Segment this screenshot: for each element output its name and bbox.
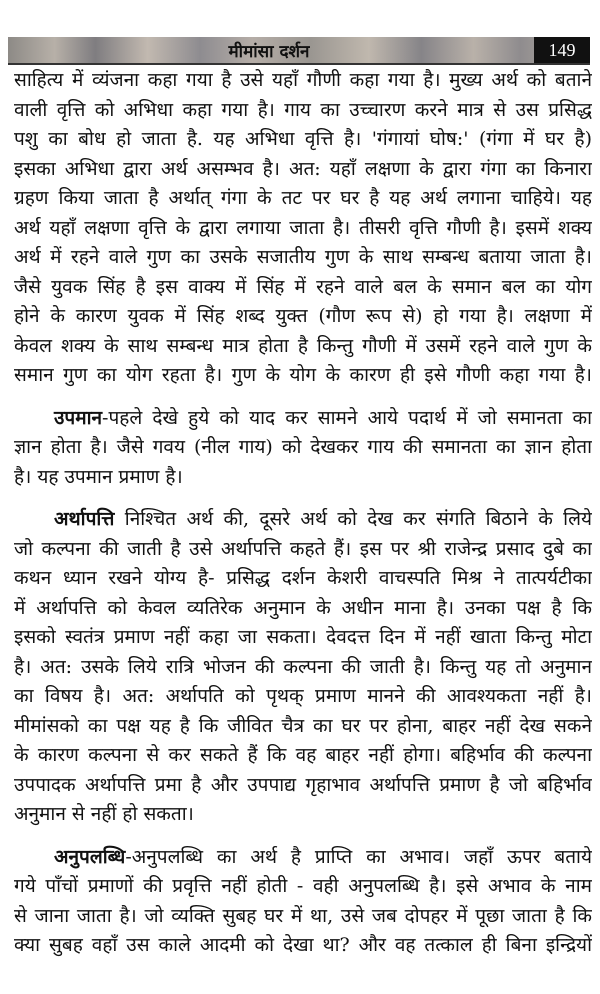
text-line	[14, 741, 592, 771]
body-text	[14, 66, 592, 961]
paragraph	[14, 505, 592, 830]
text-line-content: इसको स्वतंत्र प्रमाण नहीं कहा जा सकता। देवदत्त दिन में नहीं खाता किन्तु मोटा	[14, 626, 592, 648]
text-line-content: गये पाँचों प्रमाणों की प्रवृत्ति नहीं होती - वही अनुपलब्धि है। इसे अभाव के नाम	[14, 875, 592, 897]
text-line-content: है। यह उपमान प्रमाण है।	[14, 465, 183, 488]
text-line	[14, 302, 592, 332]
text-line-content: उपपादक अर्थापत्ति प्रमा है और उपपाद्य गृहाभाव अर्थापत्ति प्रमाण है जो बहिर्भाव	[14, 773, 592, 796]
text-line-content: पशु का बोध हो जाता है. यह अभिधा वृत्ति है। 'गंगायां घोष:' (गंगा में घर है)	[14, 128, 592, 150]
text-line	[14, 273, 592, 303]
text-line	[14, 872, 592, 902]
text-line-content: अर्थ में रहने वाले गुण का उसके सजातीय गुण के साथ सम्बन्ध बताया जाता है।	[14, 246, 592, 268]
text-line-content: -अनुपलब्धि का अर्थ है प्राप्ति का अभाव। जहाँ ऊपर बताये	[125, 845, 592, 868]
text-line-content: साहित्य में व्यंजना कहा गया है उसे यहाँ गौणी कहा गया है। मुख्य अर्थ को बताने	[14, 69, 592, 91]
text-line	[14, 931, 592, 961]
text-line	[14, 771, 592, 801]
text-line	[14, 623, 592, 653]
text-line-content: का विषय है। अत: अर्थापति को पृथक् प्रमाण मानने की आवश्यकता नहीं है।	[14, 685, 592, 707]
text-line-content: जैसे युवक सिंह है इस वाक्य में सिंह में रहने वाले बल के समान बल का योग	[14, 275, 592, 298]
text-line	[14, 66, 592, 96]
text-line	[14, 214, 592, 244]
text-line-content: -पहले देखे हुये को याद कर सामने आये पदार्थ में जो समानता का	[102, 406, 592, 429]
text-line-content: निश्चित अर्थ की, दूसरे अर्थ को देख कर संगति बिठाने के लिये	[114, 508, 592, 530]
text-line	[14, 404, 592, 434]
text-line	[14, 505, 592, 535]
text-line	[14, 843, 592, 873]
text-line-content: समान गुण का योग रहता है। गुण के योग के कारण ही इसे गौणी कहा गया है।	[14, 364, 592, 386]
text-line	[14, 155, 592, 185]
text-line-content: ग्रहण किया जाता है अर्थात् गंगा के तट पर घर है यह अर्थ लगाना चाहिये। यह	[14, 187, 592, 209]
paragraph	[14, 843, 592, 961]
text-line-content: के कारण कल्पना से कर सकते हैं कि वह बाहर नहीं होगा। बहिर्भाव की कल्पना	[14, 744, 592, 766]
text-line-content: अर्थ यहाँ लक्षणा वृत्ति के द्वारा लगाया जाता है। तीसरी वृत्ति गौणी है। इसमें शक्य	[14, 216, 592, 239]
text-line	[14, 902, 592, 932]
text-line-content: होने के कारण युवक में सिंह शब्द युक्त (गौण रूप से) हो गया है। लक्षणा में	[14, 305, 592, 327]
text-line	[14, 433, 592, 463]
text-line	[14, 594, 592, 624]
text-line-content: केवल शक्य के साथ सम्बन्ध मात्र होता है किन्तु गौणी में उसमें रहने वाले गुण के	[14, 334, 592, 357]
text-line-content: क्या सुबह वहाँ उस काले आदमी को देखा था? और वह तत्काल ही बिना इन्द्रियों	[14, 934, 592, 956]
text-line-content: ज्ञान होता है। जैसे गवय (नील गाय) को देखकर गाय की समानता का ज्ञान होता	[14, 436, 592, 458]
header-title: मीमांसा दर्शन	[228, 42, 310, 62]
text-line	[14, 463, 592, 493]
text-line	[14, 800, 592, 830]
text-line	[14, 125, 592, 155]
page-number: 149	[534, 37, 590, 63]
text-line	[14, 332, 592, 362]
text-line-content: में अर्थापत्ति को केवल व्यतिरेक अनुमान के अधीन माना है। उनका पक्ष है कि	[14, 596, 592, 619]
paragraph-lead-term: अनुपलब्धि	[54, 845, 126, 868]
text-line	[14, 184, 592, 214]
text-line-content: कथन ध्यान रखने योग्य है- प्रसिद्ध दर्शन केशरी वाचस्पति मिश्र ने तात्पर्यटीका	[14, 567, 592, 589]
text-line-content: मीमांसको का पक्ष यह है कि जीवित चैत्र का घर पर होना, बाहर नहीं देख सकने	[14, 714, 592, 737]
text-line	[14, 653, 592, 683]
running-header	[8, 37, 590, 65]
paragraph	[14, 66, 592, 391]
paragraph-lead-term: अर्थापत्ति	[54, 508, 115, 530]
text-line	[14, 243, 592, 273]
text-line	[14, 535, 592, 565]
text-line-content: वाली वृत्ति को अभिधा कहा गया है। गाय का उच्चारण करने मात्र से उस प्रसिद्ध	[14, 98, 592, 121]
paragraph-lead-term: उपमान	[54, 406, 103, 429]
text-line	[14, 682, 592, 712]
text-line	[14, 712, 592, 742]
text-line-content: से जाना जाता है। जो व्यक्ति सुबह घर में था, उसे जब दोपहर में पूछा जाता है कि	[14, 904, 592, 927]
text-line	[14, 361, 592, 391]
paragraph	[14, 404, 592, 493]
text-line	[14, 564, 592, 594]
text-line-content: इसका अभिधा द्वारा अर्थ असम्भव है। अत: यहाँ लक्षणा के द्वारा गंगा का किनारा	[14, 157, 592, 180]
text-line-content: जो कल्पना की जाती है उसे अर्थापत्ति कहते हैं। इस पर श्री राजेन्द्र प्रसाद दुबे का	[14, 537, 592, 560]
text-line	[14, 96, 592, 126]
text-line-content: अनुमान से नहीं हो सकता।	[14, 803, 194, 825]
text-line-content: है। अत: उसके लिये रात्रि भोजन की कल्पना की जाती है। किन्तु यह तो अनुमान	[14, 655, 592, 678]
